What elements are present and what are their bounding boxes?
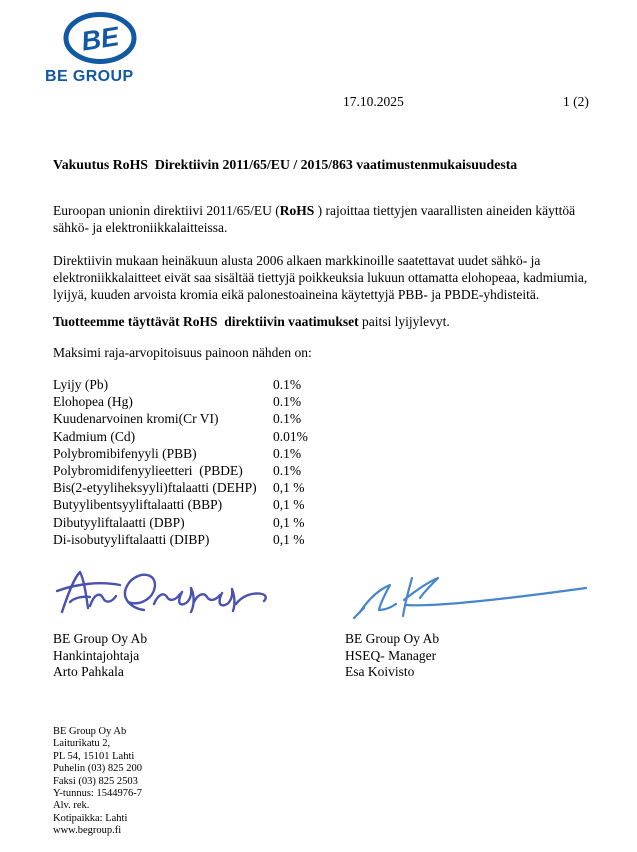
footer-line: Kotipaikka: Lahti — [53, 812, 128, 824]
be-group-logo-icon — [61, 12, 139, 66]
table-row — [53, 479, 383, 496]
logo-wordmark: BE GROUP — [45, 68, 134, 85]
footer-line: Faksi (03) 825 2503 — [53, 775, 138, 787]
footer-company-info — [53, 726, 142, 838]
table-row — [53, 376, 383, 393]
paragraph-directive-intro — [53, 202, 605, 236]
table-row — [53, 428, 383, 445]
table-row — [53, 496, 383, 513]
substance-limit-value: 0.1% — [273, 377, 302, 392]
footer-line: Alv. rek. — [53, 800, 90, 812]
footer-line: Y-tunnus: 1544976-7 — [53, 788, 142, 800]
substance-limit-value: 0.1% — [273, 445, 302, 461]
signatory-block-arto-pahkala — [53, 631, 147, 681]
logo-circle-text: BE — [79, 21, 122, 57]
substance-limit-value: 0.1% — [273, 463, 302, 479]
substance-name: Elohopea (Hg) — [53, 394, 133, 410]
be-group-logo — [45, 12, 155, 86]
substance-name: Polybromidifenyylieetteri (PBDE) — [53, 463, 243, 479]
footer-line: BE Group Oy Ab — [53, 726, 127, 737]
signatory-company: BE Group Oy Ab — [53, 631, 148, 646]
footer-line: Puhelin (03) 825 200 — [53, 763, 142, 775]
table-row — [53, 445, 383, 462]
table-row — [53, 393, 383, 410]
page-number: 1 (2) — [563, 94, 589, 109]
table-row — [53, 410, 383, 427]
substance-limit-value: 0,1 % — [273, 514, 305, 530]
substance-name: Kuudenarvoinen kromi(Cr VI) — [53, 411, 219, 427]
para1-after: ) rajoittaa tiettyjen vaarallisten aineiden käyttöä sähkö- ja elektroniikkalaitteissa. — [53, 203, 579, 235]
substance-name: Bis(2-etyyliheksyyli)ftalaatti (DEHP) — [53, 480, 257, 496]
signatory-name: Esa Koivisto — [345, 664, 415, 679]
substance-name: Polybromibifenyyli (PBB) — [53, 445, 197, 461]
footer-line: PL 54, 15101 Lahti — [53, 750, 135, 762]
para1-before: Euroopan unionin direktiivi 2011/65/EU ( — [53, 203, 280, 218]
esa-koivisto-signature-icon — [346, 572, 594, 624]
claim-regular: paitsi lyijylevyt. — [358, 314, 450, 329]
signatory-title: HSEQ- Manager — [345, 647, 437, 663]
limits-intro: Maksimi raja-arvopitoisuus painoon nähden on: — [53, 345, 312, 360]
substance-limit-value: 0.1% — [273, 411, 302, 427]
footer-line: www.begroup.fi — [53, 825, 122, 837]
footer-line: Laiturikatu 2, — [53, 738, 111, 750]
substance-name: Butyylibentsyyliftalaatti (BBP) — [53, 497, 223, 513]
substance-name: Dibutyyliftalaatti (DBP) — [53, 514, 185, 530]
paragraph-directive-details: Direktiivin mukaan heinäkuun alusta 2006 alkaen markkinoille saatettavat uudet sähkö- ja elektroniikkalaitteet eivät saa sisältää tiettyjä poikkeuksia lukuun ottamatta elohopeaa, kadmiumia, lyijyä, kuuden arvoista kromia eikä palonestoaineina käytettyjä PBB- ja PBDE-yhdisteitä. — [53, 253, 588, 302]
substance-limits-table — [53, 376, 383, 548]
arto-pahkala-signature-icon — [56, 564, 271, 626]
signatory-block-esa-koivisto — [345, 631, 439, 681]
table-row — [53, 531, 383, 548]
document-title: Vakuutus RoHS Direktiivin 2011/65/EU / 2015/863 vaatimustenmukaisuudesta — [53, 157, 518, 172]
substance-name: Kadmium (Cd) — [53, 428, 136, 444]
claim-bold: Tuotteemme täyttävät RoHS direktiivin vaatimukset — [53, 314, 359, 329]
signatory-name: Arto Pahkala — [53, 664, 124, 679]
substance-limit-value: 0,1 % — [273, 531, 305, 547]
table-row — [53, 462, 383, 479]
signatory-title: Hankintajohtaja — [53, 647, 140, 663]
document-date: 17.10.2025 — [343, 94, 404, 109]
substance-name: Di-isobutyyliftalaatti (DIBP) — [53, 531, 210, 547]
signatory-company: BE Group Oy Ab — [345, 631, 440, 646]
table-row — [53, 514, 383, 531]
compliance-claim — [53, 313, 611, 330]
substance-name: Lyijy (Pb) — [53, 377, 109, 392]
para1-bold-rohs: RoHS — [279, 203, 315, 218]
substance-limit-value: 0.1% — [273, 394, 302, 410]
substance-limit-value: 0,1 % — [273, 497, 305, 513]
substance-limit-value: 0.01% — [273, 428, 308, 444]
substance-limit-value: 0,1 % — [273, 480, 305, 496]
